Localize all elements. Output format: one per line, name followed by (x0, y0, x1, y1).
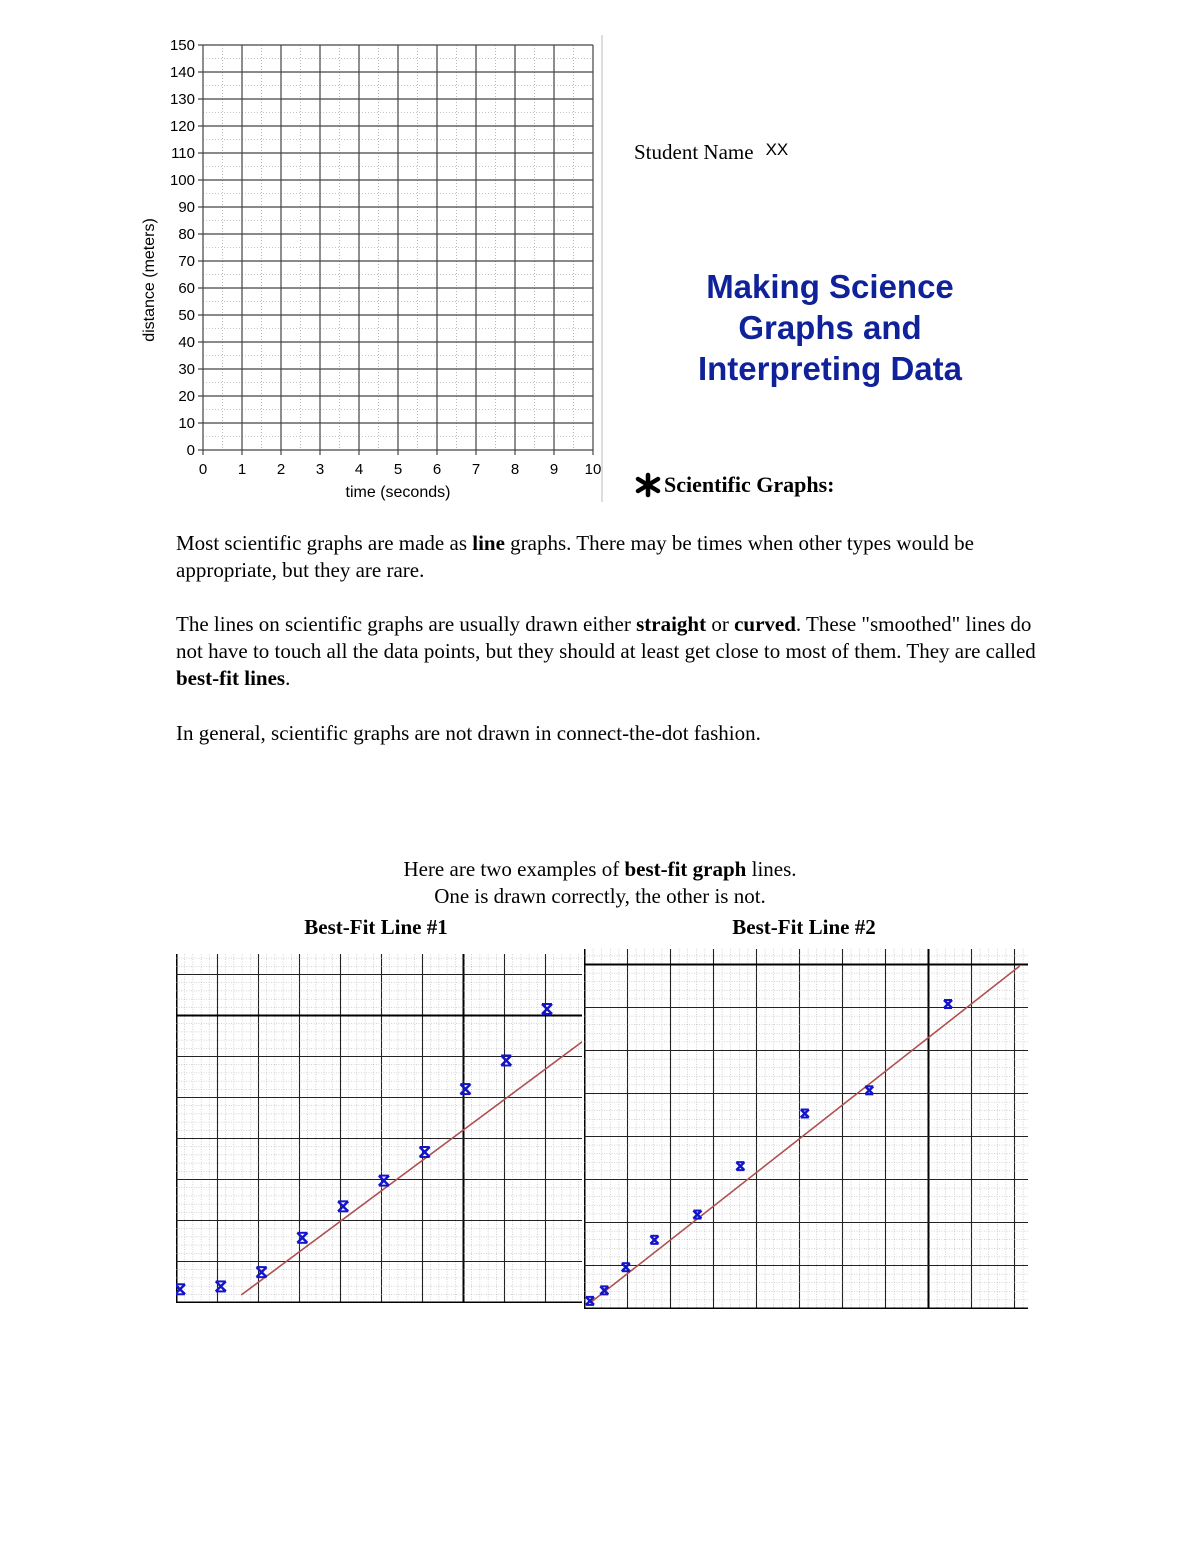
data-point-marker (736, 1162, 744, 1170)
examples-text-c: lines. (746, 857, 797, 881)
x-tick-label: 6 (432, 461, 442, 478)
y-tick-label: 90 (178, 199, 195, 216)
x-tick-label: 4 (354, 461, 364, 478)
y-tick-label: 20 (178, 388, 195, 405)
title-line-1: Making Science (706, 268, 954, 305)
asterisk-bullet-icon (634, 472, 662, 498)
x-tick-label: 8 (510, 461, 520, 478)
page-title (660, 266, 1000, 389)
best-fit-line (241, 1038, 582, 1295)
graph-grid (198, 45, 593, 455)
best-fit-graph-2 (584, 949, 1028, 1309)
x-tick-label: 2 (276, 461, 286, 478)
p1-text-c: graphs. There may be times when other types would be appropriate, but they are rare. (176, 531, 974, 582)
y-tick-label: 110 (171, 145, 195, 162)
x-tick-label: 1 (237, 461, 247, 478)
p2-text-e: . These "smoothed" lines do not have to touch all the data points, but they should at least get close to most of them. They are called (176, 612, 1036, 663)
caption-best-fit-1: Best-Fit Line #1 (304, 915, 448, 939)
y-axis-label: distance (meters) (141, 218, 158, 342)
p1-text-a: Most scientific graphs are made as (176, 531, 473, 555)
y-tick-label: 150 (169, 37, 195, 54)
data-point-marker (542, 1004, 552, 1014)
section-heading (634, 472, 835, 498)
data-point-marker (420, 1147, 430, 1157)
x-tick-label: 9 (549, 461, 559, 478)
p2-text-g: . (285, 666, 291, 690)
examples-bold: best-fit graph (624, 857, 747, 881)
examples-intro (0, 856, 1200, 910)
data-point-marker (338, 1201, 348, 1211)
best-fit-graph-1 (176, 954, 582, 1303)
p2-bold-best-fit-lines: best-fit lines (176, 666, 286, 690)
y-tick-label: 60 (178, 280, 195, 297)
examples-line-1 (0, 856, 1200, 883)
x-tick-labels (199, 461, 602, 478)
student-name-value: XX (765, 140, 789, 159)
distance-time-graph (130, 30, 610, 505)
data-point-marker (379, 1176, 389, 1186)
paragraph-1 (176, 530, 1036, 584)
y-tick-labels (170, 37, 195, 459)
y-tick-label: 80 (178, 226, 195, 243)
p2-bold-curved: curved (734, 612, 796, 636)
p1-bold-line: line (472, 531, 505, 555)
y-tick-label: 100 (169, 172, 195, 189)
graph-paper (176, 954, 582, 1303)
y-tick-label: 70 (178, 253, 195, 270)
data-points (586, 1000, 952, 1305)
y-tick-label: 30 (178, 361, 195, 378)
x-tick-label: 10 (584, 461, 602, 478)
data-point-marker (622, 1263, 630, 1271)
data-point-marker (693, 1211, 701, 1219)
title-line-2: Graphs and (738, 309, 922, 346)
student-name-label: Student Name (634, 140, 754, 164)
section-heading-text: Scientific Graphs: (664, 472, 835, 497)
paragraph-2 (176, 611, 1036, 692)
best-fit-line (590, 966, 1020, 1303)
y-tick-label: 120 (169, 118, 195, 135)
y-tick-label: 130 (169, 91, 195, 108)
p2-bold-straight: straight (636, 612, 707, 636)
x-tick-label: 5 (393, 461, 403, 478)
y-tick-label: 50 (178, 307, 195, 324)
examples-text-a: Here are two examples of (403, 857, 625, 881)
p2-text-c: or (706, 612, 735, 636)
caption-best-fit-2: Best-Fit Line #2 (732, 915, 876, 939)
data-points (176, 1004, 552, 1294)
y-tick-label: 140 (169, 64, 195, 81)
x-tick-label: 7 (471, 461, 481, 478)
y-tick-label: 40 (178, 334, 195, 351)
y-tick-label: 10 (178, 415, 195, 432)
x-axis-label: time (seconds) (345, 484, 451, 501)
p2-text-a: The lines on scientific graphs are usually drawn either (176, 612, 637, 636)
data-point-marker (297, 1233, 307, 1243)
title-line-3: Interpreting Data (697, 350, 963, 387)
data-point-marker (944, 1000, 952, 1008)
paragraph-3: In general, scientific graphs are not drawn in connect-the-dot fashion. (176, 721, 761, 745)
x-tick-label: 0 (198, 461, 208, 478)
examples-line-2: One is drawn correctly, the other is not. (434, 884, 766, 908)
x-tick-label: 3 (315, 461, 325, 478)
y-tick-label: 0 (186, 442, 195, 459)
student-name-field (634, 140, 788, 165)
